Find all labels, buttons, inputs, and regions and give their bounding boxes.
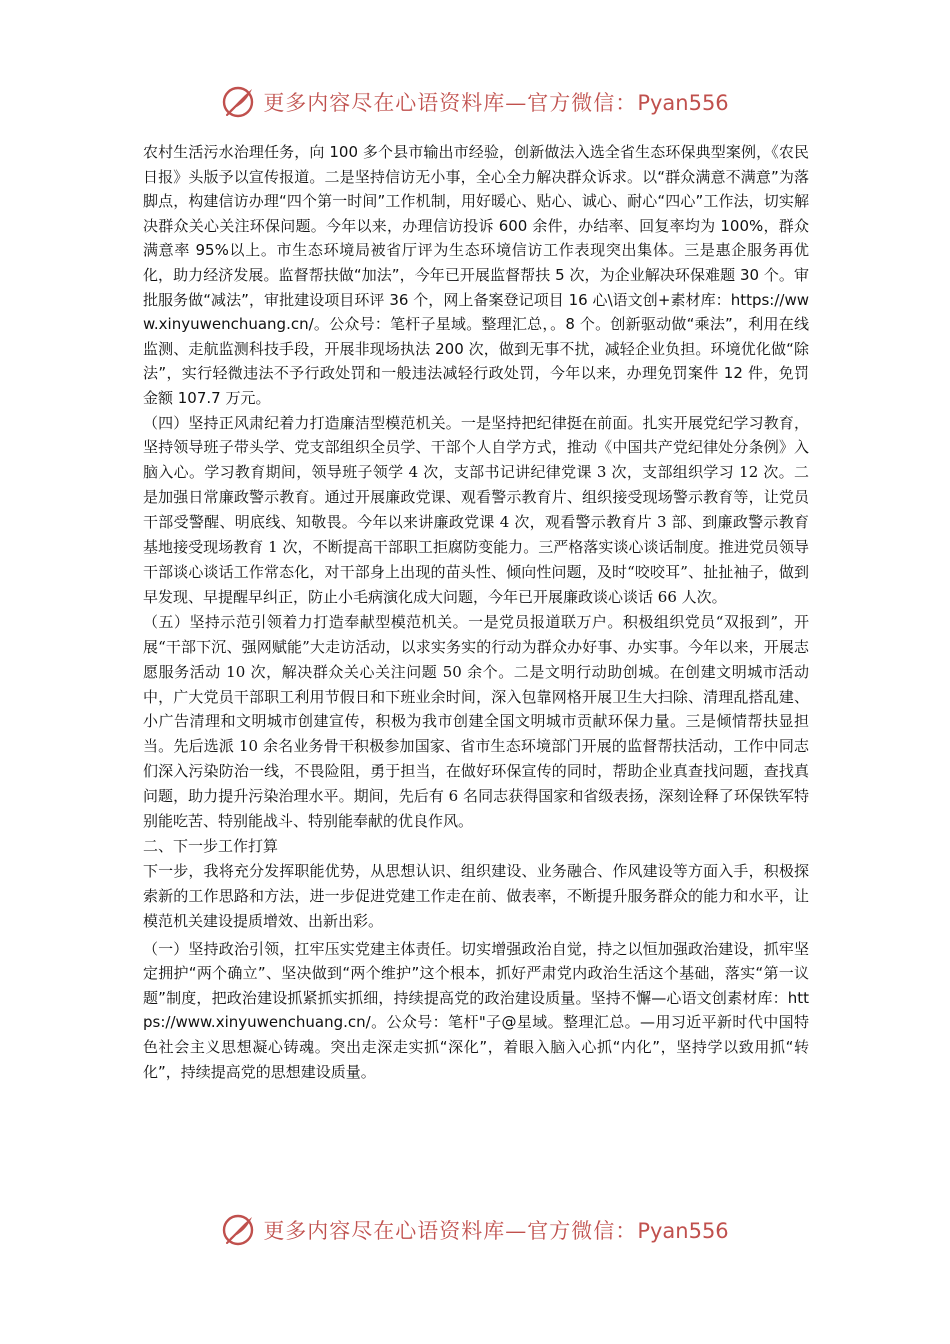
paragraph-section-four: （四）坚持正风肃纪着力打造廉洁型模范机关。一是坚持把纪律挺在前面。扎实开展党纪学习教育，坚持领导班子带头学、党支部组织全员学、干部个人自学方式，推动《中国共产党纪律处分条例》入脑入心。学习教育期间，领导班子领学 4 次，支部书记讲纪律党课 3 次，支部组织学习 12 次。二是加强日常廉政警示教育。通过开展廉政党课、观看警示教育片、组织接受现场警示教育等，让党员干部受警醒、明底线、知敬畏。今年以来讲廉政党课 4 次，观看警示教育片 3 部、到廉政警示教育基地接受现场教育 1 次，不断提高干部职工拒腐防变能力。三严格落实谈心谈话制度。推进党员领导干部谈心谈话工作常态化，对干部身上出现的苗头性、倾向性问题，及时“咬咬耳”、扯扯袖子，做到早发现、早提醒早纠正，防止小毛病演化成大问题，今年已开展廉政谈心谈话 66 人次。 <box>143 413 809 606</box>
paragraph-section-five: （五）坚持示范引领着力打造奉献型模范机关。一是党员报道联万户。积极组织党员“双报到”，开展“干部下沉、强网赋能”大走访活动，以求实务实的行动为群众办好事、办实事。今年以来，开展志愿服务活动 10 次，解决群众关心关注问题 50 余个。二是文明行动助创城。在创建文明城市活动中，广大党员干部职工利用节假日和下班业余时间，深入包靠网格开展卫生大扫除、清理乱搭乱建、小广告清理和文明城市创建宣传，积极为我市创建全国文明城市贡献环保力量。三是倾情帮扶显担当。先后选派 10 余名业务骨干积极参加国家、省市生态环境部门开展的监督帮扶活动，工作中同志们深入污染防治一线，不畏险阻，勇于担当，在做好环保宣传的同时，帮助企业真查找问题，查找真问题，助力提升污染治理水平。期间，先后有 6 名同志获得国家和省级表扬，深刻诠释了环保铁军特别能吃苦、特别能战斗、特别能奉献的优良作风。 <box>143 612 809 831</box>
footer-banner <box>0 1210 950 1250</box>
banner-text: 更多内容尽在心语资料库—官方微信：Pyan556 <box>263 91 729 115</box>
paragraph-next-steps-intro: 下一步，我将充分发挥职能优势，从思想认识、组织建设、业务融合、作风建设等方面入手，积极探索新的工作思路和方法，进一步促进党建工作走在前、做表率，不断提升服务群众的能力和水平，让模范机关建设提质增效、出新出彩。 <box>143 861 809 930</box>
banner-handle: Pyan556 <box>637 91 729 115</box>
paragraph-political-leadership: （一）坚持政治引领，扛牢压实党建主体责任。切实增强政治自觉，持之以恒加强政治建设，抓牢坚定拥护“两个确立”、坚决做到“两个维护”这个根本，抓好严肃党内政治生活这个基础，落实“第一议题”制度，把政治建设抓紧抓实抓细，持续提高党的政治建设质量。坚持不懈—心语文创素材库：https://www.xinyuwenchuang.cn/。公众号：笔杆"子@星域。整理汇总。—用习近平新时代中国特色社会主义思想凝心铸魂。突出走深走实抓“深化”，着眼入脑入心抓“内化”，坚持学以致用抓“转化”，持续提高党的思想建设质量。 <box>143 939 809 1081</box>
banner-text: 更多内容尽在心语资料库—官方微信：Pyan556 <box>263 1219 729 1243</box>
paragraph-environmental-services: 农村生活污水治理任务，向 100 多个县市输出市经验，创新做法入选全省生态环保典型案例，《农民日报》头版予以宣传报道。二是坚持信访无小事，全心全力解决群众诉求。以“群众满意不满意”为落脚点，构建信访办理“四个第一时间”工作机制，用好暖心、贴心、诚心、耐心“四心”工作法，切实解决群众关心关注环保问题。今年以来，办理信访投诉 600 余件，办结率、回复率均为 100%，群众满意率 95%以上。市生态环境局被省厅评为生态环境信访工作表现突出集体。三是惠企服务再优化，助力经济发展。监督帮扶做“加法”，今年已开展监督帮扶 5 次，为企业解决环保难题 30 个。审批服务做“减法”，审批建设项目环评 36 个，网上备案登记项目 16 心\语文创+素材库：https://www.xinyuwenchuang.cn/。公众号：笔杆子星域。整理汇总，。8 个。创新驱动做“乘法”，利用在线监测、走航监测科技手段，开展非现场执法 200 次，做到无事不扰，减轻企业负担。环境优化做“除法”，实行轻微违法不予行政处罚和一般违法减轻行政处罚，今年以来，办理免罚案件 12 件，免罚金额 107.7 万元。 <box>143 143 809 407</box>
section-heading-next-steps: 二、下一步工作打算 <box>143 836 279 855</box>
header-banner <box>0 82 950 122</box>
document-body <box>143 140 809 1084</box>
banner-handle: Pyan556 <box>637 1219 729 1243</box>
feather-pen-logo <box>221 84 257 120</box>
feather-pen-logo <box>221 1212 257 1248</box>
